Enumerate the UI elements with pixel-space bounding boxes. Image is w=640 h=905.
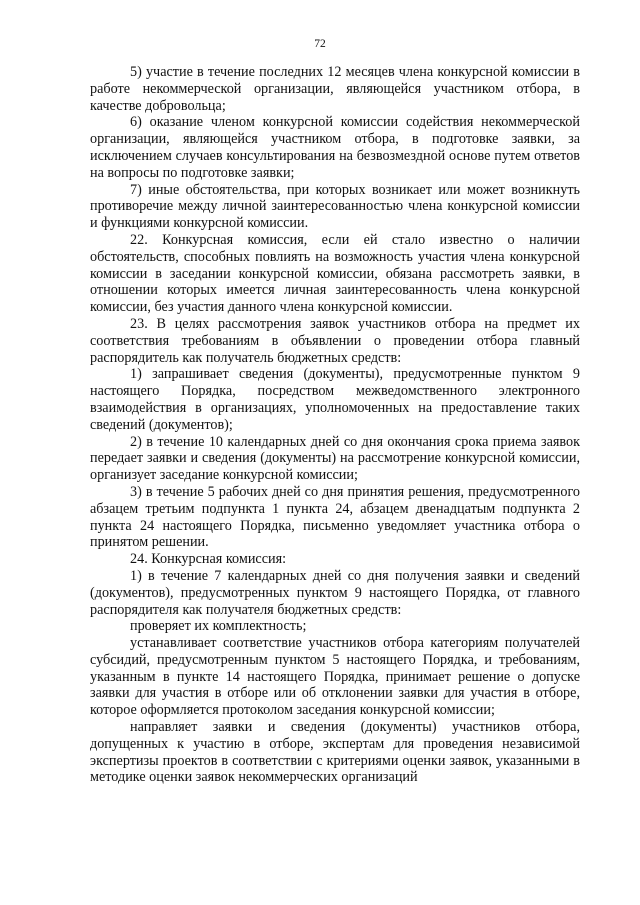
paragraph-clause-24: 24. Конкурсная комиссия: [130,551,287,568]
paragraph-item-7: 7) иные обстоятельства, при которых возникает или может возникнуть противоречие между личной заинтересованностью члена конкурсной комиссии и функциями конкурсной комиссии. [90,181,580,232]
paragraph-establish-compliance: устанавливает соответствие участников отбора категориям получателей субсидий, предусмотренным пунктом 5 настоящего Порядка, и требованиям, указанным в пункте 14 настоящего Порядка, принимает решение о допуске заявки для участия в отборе или об отклонении заявки для участия в отборе, которое оформляется протоколом заседания конкурсной комиссии; [90,635,580,719]
paragraph-clause-23-item-3: 3) в течение 5 рабочих дней со дня принятия решения, предусмотренного абзацем третьим подпункта 1 пункта 24, абзацем двенадцатым подпункта 2 пункта 24 настоящего Порядка, письменно уведомляет участника отбора о принятом решении. [90,483,580,551]
paragraph-clause-23: 23. В целях рассмотрения заявок участников отбора на предмет их соответствия требованиям в объявлении о проведении отбора главный распорядитель как получатель бюджетных средств: [90,315,580,366]
paragraph-clause-22: 22. Конкурсная комиссия, если ей стало известно о наличии обстоятельств, способных повлиять на возможность участия члена конкурсной комиссии в заседании конкурсной комиссии, обязана рассмотреть заявки, в отношении которых имеется личная заинтересованность члена конкурсной комиссии, без участия данного члена конкурсной комиссии. [90,231,580,316]
paragraph-clause-23-item-1: 1) запрашивает сведения (документы), предусмотренные пунктом 9 настоящего Порядка, посредством межведомственного электронного взаимодействия в организациях, уполномоченных на предоставление таких сведений (документов); [90,366,580,433]
paragraph-item-6: 6) оказание членом конкурсной комиссии содействия некоммерческой организации, являющейся участником отбора, в подготовке заявки, за исключением случаев консультирования на безвозмездной основе путем ответов на вопросы по подготовке заявки; [90,114,580,181]
paragraph-send-to-experts: направляет заявки и сведения (документы) участников отбора, допущенных к участию в отборе, экспертам для проведения независимой экспертизы проектов в соответствии с критериями оценки заявок, указанными в методике оценки заявок некоммерческих организаций [90,719,580,786]
paragraph-item-5: 5) участие в течение последних 12 месяцев члена конкурсной комиссии в работе некоммерческой организации, являющейся участником отбора, в качестве добровольца; [90,64,580,114]
document-body [90,64,580,786]
paragraph-clause-23-item-2: 2) в течение 10 календарных дней со дня окончания срока приема заявок передает заявки и сведения (документы) на рассмотрение конкурсной комиссии, организует заседание конкурсной комиссии; [90,433,580,484]
paragraph-clause-24-item-1: 1) в течение 7 календарных дней со дня получения заявки и сведений (документов), предусмотренных пунктом 9 настоящего Порядка, от главного распорядителя как получателя бюджетных средств: [90,567,580,618]
paragraph-check-completeness: проверяет их комплектность; [130,618,307,635]
page-number: 72 [314,38,326,50]
